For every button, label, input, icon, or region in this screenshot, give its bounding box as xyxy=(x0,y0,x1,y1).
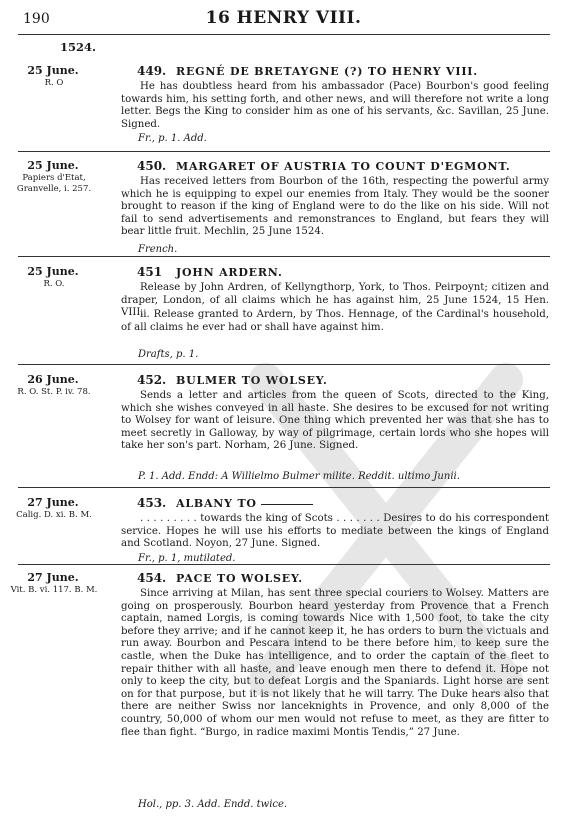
entry-number: 452. xyxy=(137,373,167,387)
entry-note: P. 1. Add. Endd: A Willielmo Bulmer milite. Reddit. ultimo Junii. xyxy=(138,471,460,482)
entry-source-ref: Vit. B. vi. 117. B. M. xyxy=(10,585,98,595)
year-label: 1524. xyxy=(60,40,97,54)
entry-title: ALBANY TO xyxy=(176,497,313,510)
entry-number: 450. xyxy=(137,159,167,173)
entry-title: REGNÉ DE BRETAYGNE (?) TO HENRY VIII. xyxy=(176,65,478,78)
entry-date: 25 June. xyxy=(27,159,79,172)
entry-note: Fr., p. 1, mutilated. xyxy=(138,553,236,564)
entry-title: MARGARET OF AUSTRIA TO COUNT D'EGMONT. xyxy=(176,160,511,173)
header-rule xyxy=(18,34,550,35)
entry-body-part-ii: ii. Release granted to Ardern, by Thos. Hennage, of the Cardinal's household, of all claims he ever had or shall have against him. xyxy=(121,309,549,333)
entry-number: 451 xyxy=(137,265,163,279)
entry-separator xyxy=(18,564,550,565)
entry-title: BULMER TO WOLSEY. xyxy=(176,374,328,387)
entry-source-ref: Calig. D. xi. B. M. xyxy=(16,510,92,520)
entry-source-ref: R. O. St. P. iv. 78. xyxy=(17,387,91,397)
entry-body: He has doubtless heard from his ambassador (Pace) Bourbon's good feeling towards him, his setting forth, and other news, and will therefore not write a long letter. Begs the King to consider him as one of his servants, &c. Savillan, 25 June. Signed. xyxy=(121,81,549,130)
entry-number: 453. xyxy=(137,496,167,510)
entry-body: . . . . . . . . . towards the king of Scots . . . . . . . Desires to do his correspondent service. Hopes he will use his efforts to mediate between the kings of England and Scotland. Noyon, 27 June. Signed. xyxy=(121,513,549,550)
entry-date: 27 June. xyxy=(27,571,79,584)
entry-date: 26 June. xyxy=(27,373,79,386)
entry-separator xyxy=(18,256,550,257)
page-header xyxy=(0,8,567,30)
recipient-blank-dash xyxy=(261,504,313,505)
entry-date: 27 June. xyxy=(27,496,79,509)
entry-separator xyxy=(18,151,550,152)
entry-separator xyxy=(18,364,550,365)
entry-note: Fr., p. 1. Add. xyxy=(138,133,207,144)
entry-body: Sends a letter and articles from the queen of Scots, directed to the King, which she wishes conveyed in all haste. She desires to be excused for not writing to Wolsey for want of leisure. One thing which prevented her was that she has to meet secretly in Galloway, by way of pilgrimage, certain lords who she hopes will take her son's part. Norham, 26 June. Signed. xyxy=(121,390,549,452)
entry-number: 449. xyxy=(137,64,167,78)
page-number: 190 xyxy=(23,11,50,27)
entry-note: French. xyxy=(138,244,178,255)
entry-body: Has received letters from Bourbon of the 16th, respecting the powerful army which he is equipping to expel our enemies from Italy. They would be the sooner brought to reason if the king of England were to do the like on his side. Will not fail to send advertisements and remonstrances to England, but fears they will bear little fruit. Mechlin, 25 June 1524. xyxy=(121,176,549,238)
entry-body: Release by John Ardren, of Kellyngthorp, York, to Thos. Peirpoynt; citizen and draper, London, of all claims which he has against him, 25 June 1524, 15 Hen. VIII. xyxy=(121,282,549,319)
entry-title: PACE TO WOLSEY. xyxy=(176,572,303,585)
entry-number: 454. xyxy=(137,571,167,585)
entry-note: Drafts, p. 1. xyxy=(138,349,199,360)
running-title: 16 HENRY VIII. xyxy=(205,8,362,28)
entry-source-ref: R. O. xyxy=(43,279,65,289)
entry-source-ref: R. O xyxy=(44,78,64,88)
entry-note: Hol., pp. 3. Add. Endd. twice. xyxy=(138,799,288,810)
entry-date: 25 June. xyxy=(27,265,79,278)
entry-separator xyxy=(18,487,550,488)
entry-source-ref: Papiers d'Etat, Granvelle, i. 257. xyxy=(16,173,92,194)
entry-body: Since arriving at Milan, has sent three special couriers to Wolsey. Matters are going on prosperously. Bourbon heard yesterday from Provence that a French captain, named Lorgis, is coming towards Nice with 1,500 foot, to take the city before they arrive; and if he cannot keep it, he has orders to burn the victuals and run away. Bourbon and Pescara intend to be there before him, to keep sure the castle, when the Duke has intelligence, and to order the captain of the fleet to repair thither with all haste, and leave enough men there to defend it. Hope not only to keep the city, but to defeat Lorgis and the Spaniards. Light horse are sent on for that purpose, but it is not likely that he will tarry. The Duke hears also that there are neither Swiss nor lanceknights in Provence, and only 8,000 of the country, 50,000 of whom our men would not refuse to meet, as they are fitter to flee than fight. “Burgo, in radice maximi Montis Tendis,” 27 June. xyxy=(121,588,549,738)
entry-date: 25 June. xyxy=(27,64,79,77)
entry-title: JOHN ARDERN. xyxy=(176,266,283,279)
